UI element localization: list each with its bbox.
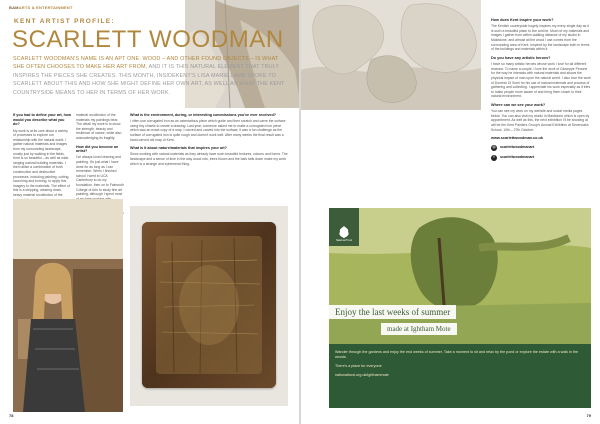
answer-text: Since working with natural materials as they already have such beautiful textures, colours and forms. The landscape and a sense of time in the way wood rots, trees bloom and the bark falls down make my work which is a strange and ephemeral thing.	[130, 152, 288, 166]
question-heading: What is the environment, during, or interesting commissions you've ever received?	[130, 113, 276, 117]
artist-website-link[interactable]: www.scarlettwoodman.co.uk	[491, 136, 543, 141]
national-trust-logo: National Trust	[329, 208, 359, 246]
sculpture-photo-top	[301, 0, 481, 110]
answer-text: You can see my work on my website and social media pages below. You can also visit my studio in Maidstone which is open by appointment. As well as this, the next exhibition I'll be showing at will be the Kent Painters Group's Annual Exhibition at Sevenoaks School, 10th – 27th October.	[491, 109, 590, 132]
article-kicker: KENT ARTIST PROFILE:	[14, 18, 115, 25]
page-number-right: 79	[586, 413, 591, 418]
ad-url-link[interactable]: nationaltrust.org.uk/ighthammote	[335, 373, 389, 377]
page-number-left: 78	[9, 413, 14, 418]
ad-info-panel	[329, 344, 591, 408]
ad-body-text: Wander through the gardens and enjoy the end weeks of summer. Take a moment to sit and relax by the pond or explore the estate with a walk in the woods.	[335, 350, 579, 359]
article-column-1	[13, 113, 71, 206]
ad-cta-text: There's a place for everyone	[335, 364, 382, 368]
wood-artwork-panel	[142, 222, 276, 388]
national-trust-advert[interactable]	[329, 208, 591, 408]
question-heading: How did you become an artist?	[76, 144, 119, 154]
standfirst-lead: SCARLETT WOODMAN'S NAME IS AN APT ONE. WOOD – AND OTHER FOUND OBJECTS – IS WHAT SHE OFTEN CHOOSES TO MAKE HER ART FROM,	[13, 56, 279, 71]
question-heading: Do you have any artistic heroes?	[491, 55, 551, 60]
facebook-icon: f	[491, 155, 497, 161]
standfirst-rest: AND IT IS THIS NATURAL ELEMENT THAT TRULY INSPIRES THE PIECES SHE CREATES. THIS MONTH, INSIDEKENT'S LISA MARIE LAMB SPOKE TO SCARLETT ABOUT THIS AND HOW SHE MIGHT DEFINE HER OWN ART, AS WELL AS WHAT THE KENT COUNTRYSIDE MEANS TO HER IN TERMS OF HER WORK.	[13, 64, 285, 96]
article-column-3	[130, 113, 290, 170]
answer-text: material recollection of the materials my paintings bear. The detail my work is to show the strength, beauty and resilience of nature, while also acknowledging its fragility.	[76, 113, 122, 140]
answer-text: My work is at its core about a variety of processes to explore our relationship with the natural world. I gather natural materials and images from my surrounding landscape, mostly just by walking in the fields. Kent is so beautiful – as well as wide-ranging natural building materials. I then utilise a combination of both construction and destructive processes, including painting, cutting, scorching and burning, to apply this imagery to the materials. The effect of this is a stripping, wearing down, heavy material recollection of the	[13, 128, 70, 197]
question-heading: If you had to define your art, how would you describe what you do?	[13, 113, 71, 127]
running-head: BAMARTS & ENTERTAINMENT	[9, 5, 73, 10]
ad-headline-1: Enjoy the last weeks of summer	[329, 305, 456, 319]
article-column-right	[491, 18, 591, 161]
question-heading: Where can we see your work?	[491, 102, 546, 107]
answer-text: I often use corrugated iron as an ostentatious piece which guide and then scratch and carve the surface using tiny chisels to create a drawing. Last year, someone asked me to make a corrugated iron piece which was an exact copy of a map. I carved and carved into the surface; it was a fun challenge as the surface of corrugated iron is quite rough and doesn't work well. After many weeks the final result was a hand-carved old map of Kent.	[130, 119, 286, 142]
instagram-icon: ◎	[492, 145, 496, 150]
answer-text: I've always loved drawing and painting. It's just what I have done for as long as I can remember. When I finished school I went to UCA Canterbury to do my foundation, then on to Falmouth College of Arts to study fine art painting, although I spent most	[76, 155, 124, 197]
facebook-handle[interactable]: f scarlettwoodmanart	[491, 155, 591, 161]
article-standfirst	[13, 55, 288, 97]
instagram-handle[interactable]: ◎ scarlettwoodmanart	[492, 145, 535, 150]
artist-portrait-photo	[13, 199, 123, 412]
oak-leaf-icon	[337, 225, 351, 239]
left-page	[0, 0, 299, 424]
answer-text: The Kentish countryside hugely inspires my every single day as it is such a beautiful place to live and be. Much of my materials and images I gather from within walking distance of my studio in Maidstone, and almost all the wood I use comes from the surrounding area of Kent. Inspired by the landscape both in terms of the buildings and materials within it.	[491, 24, 590, 52]
artwork-frame	[130, 206, 288, 406]
ad-headline-2: made at Ightham Mote	[381, 323, 457, 335]
right-page	[301, 0, 600, 424]
question-heading: What is it about nature/materials that inspires your art?	[130, 146, 227, 151]
question-heading: How does Kent inspire your work?	[491, 18, 554, 22]
article-headline: SCARLETT WOODMAN	[12, 26, 284, 53]
answer-text: I have so many artistic heroes whose work I love for all different reasons. To name a couple, I love the work of Giuseppe Penone for the way he interacts with natural materials and shows the physical impact of man upon the natural world. I also love the work of Dominic Di Somi for his use of natural materials and process of gathering and collecting. I appreciate his work especially as it tries to make people more aware of and bring them closer to their natural environment.	[491, 62, 591, 99]
